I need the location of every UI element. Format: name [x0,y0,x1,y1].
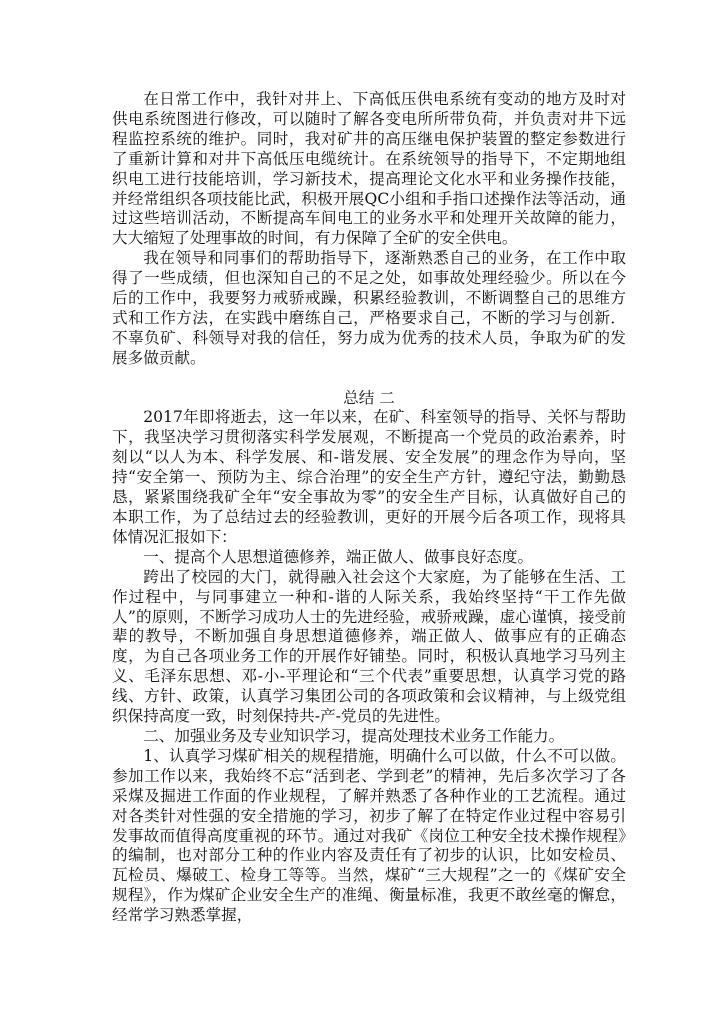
paragraph: 跨出了校园的大门，就得融入社会这个大家庭，为了能够在生活、工作过程中，与同事建立一种和-谐的人际关系，我始终坚持“干工作先做人”的原则，不断学习成功人士的先进经验，戒骄戒躁，虚心谨慎，接受前辈的教导，不断加强自身思想道德修养，端正做人、做事应有的正确态度，为自己各项业务工作的开展作好铺垫。同时，积极认真地学习马列主义、毛泽东思想、邓-小-平理论和“三个代表”重要思想，认真学习党的路线、方针、政策，认真学习集团公司的各项政策和会议精神，与上级党组织保持高度一致，时刻保持共-产-党员的先进性。 [112,567,626,726]
paragraph: 我在领导和同事们的帮助指导下，逐渐熟悉自己的业务，在工作中取得了一些成绩，但也深知自己的不足之处，如事故处理经验少。所以在今后的工作中，我要努力戒骄戒躁，积累经验教训，不断调整自己的思维方式和工作方法，在实践中磨练自己，严格要求自己，不断的学习与创新．不辜负矿、科领导对我的信任，努力成为优秀的技术人员，争取为矿的发展多做贡献。 [112,249,626,367]
paragraph: 一、提高个人思想道德修养，端正做人、做事良好态度。 [143,547,534,566]
section-heading-text: 总结 二 [343,388,395,407]
paragraph: 二、加强业务及专业知识学习，提高处理技术业务工作能力。 [143,726,565,745]
paragraph: 1、认真学习煤矿相关的规程措施，明确什么可以做，什么不可以做。参加工作以来，我始终不忘“活到老、学到老”的精神，先后多次学习了各采煤及掘进工作面的作业规程，了解并熟悉了各种作业的工艺流程。通过对各类针对性强的安全措施的学习，初步了解了在特定作业过程中容易引发事故而值得高度重视的环节。通过对我矿《岗位工种安全技术操作规程》的编制，也对部分工种的作业内容及责任有了初步的认识，比如安检员、瓦检员、爆破工、检身工等等。当然，煤矿“三大规程”之一的《煤矿安全规程》，作为煤矿企业安全生产的准绳、衡量标准，我更不敢丝毫的懈怠，经常学习熟悉掌握， [112,746,626,925]
section-heading [112,389,626,409]
paragraph: 2017年即将逝去，这一年以来，在矿、科室领导的指导、关怀与帮助下，我坚决学习贯彻落实科学发展观，不断提高一个党员的政治素养，时刻以“以人为本、科学发展、和-谐发展、安全发展”的理念作为导向，坚持“安全第一、预防为主、综合治理”的安全生产方针，遵纪守法，勤勤恳恳，紧紧围绕我矿全年“安全事故为零”的安全生产目标，认真做好自己的本职工作，为了总结过去的经验教训，更好的开展今后各项工作，现将具体情况汇报如下： [112,408,626,546]
document-body [112,90,626,926]
paragraph: 在日常工作中，我针对井上、下高低压供电系统有变动的地方及时对供电系统图进行修改，可以随时了解各变电所所带负荷，并负责对井下远程监控系统的维护。同时，我对矿井的高压继电保护装置的整定参数进行了重新计算和对井下高低压电缆统计。在系统领导的指导下，不定期地组织电工进行技能培训，学习新技术，提高理论文化水平和业务操作技能，并经常组织各项技能比武，积极开展QC小组和手指口述操作法等活动，通过这些培训活动，不断提高车间电工的业务水平和处理开关故障的能力，大大缩短了处理事故的时间，有力保障了全矿的安全供电。 [112,90,626,248]
